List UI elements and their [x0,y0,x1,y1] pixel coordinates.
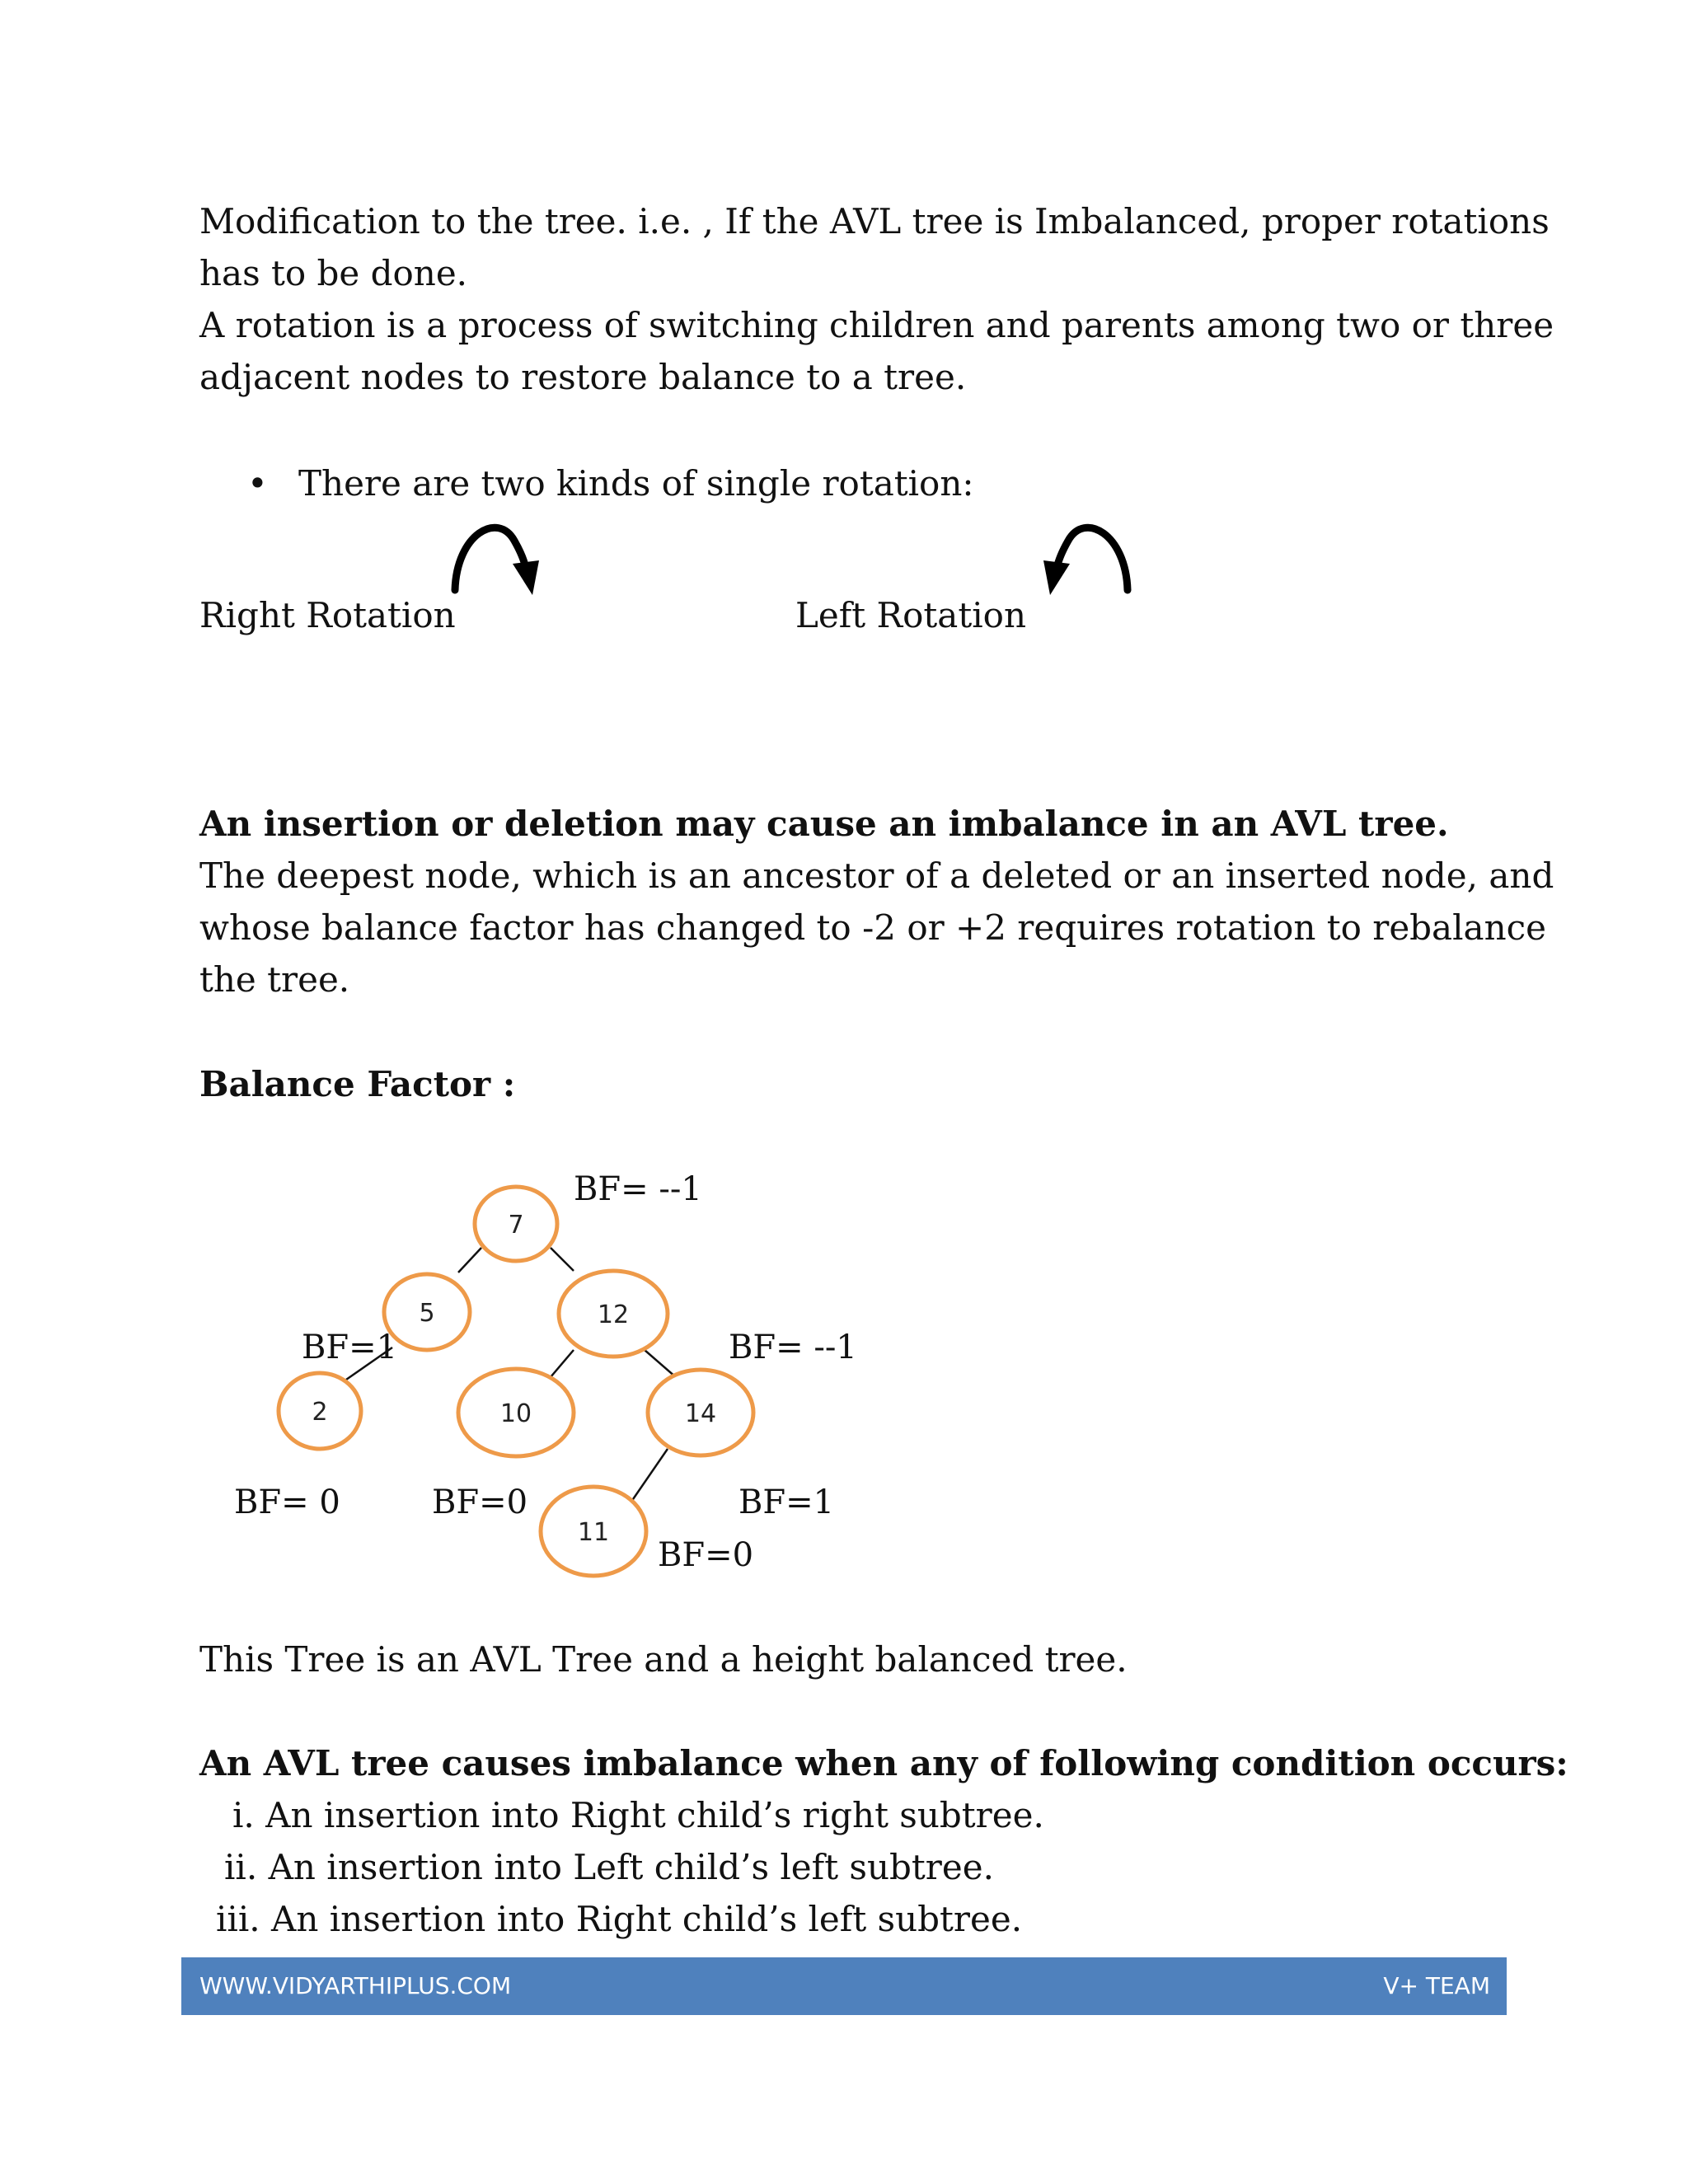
condition-item: iii. An insertion into Right child’s left subtree. [216,1899,1023,1939]
tree-edge [458,1248,481,1272]
svg-text:10: 10 [499,1399,532,1428]
bf-label-node-7: BF= --1 [574,1170,702,1208]
bf-label-node-12: BF= --1 [729,1329,857,1366]
balance-factor-heading: Balance Factor : [199,1064,516,1104]
intro-line: has to be done. [199,253,468,293]
avl-tree-diagram [206,1162,865,1591]
svg-text:12: 12 [597,1301,630,1329]
rotation-kinds-bullet [247,457,974,509]
tree-node-11 [541,1487,646,1576]
bullet-text: There are two kinds of single rotation: [298,463,974,504]
svg-text:11: 11 [577,1518,610,1547]
bullet-symbol: • [247,463,268,504]
condition-item: i. An insertion into Right child’s right subtree. [232,1795,1044,1835]
svg-text:7: 7 [508,1211,524,1240]
footer-website: WWW.VIDYARTHIPLUS.COM [199,1972,512,1999]
insertion-heading: An insertion or deletion may cause an imbalance in an AVL tree. [199,804,1449,844]
intro-line: A rotation is a process of switching children and parents among two or three [199,305,1554,345]
counterclockwise-arrow-icon [1030,504,1137,603]
tree-edge [551,1248,574,1271]
tree-node-7 [475,1187,557,1261]
intro-line: adjacent nodes to restore balance to a tree. [199,357,967,397]
conditions-section [199,1737,1568,1945]
bf-label-node-10: BF=0 [432,1483,528,1521]
insertion-line: the tree. [199,959,350,1000]
bf-label-node-5: BF=1 [302,1329,398,1366]
conclusion-text: This Tree is an AVL Tree and a height balanced tree. [199,1639,1128,1680]
tree-edge [631,1449,668,1502]
condition-item: ii. An insertion into Left child’s left subtree. [224,1847,994,1887]
tree-node-12 [559,1271,668,1357]
conditions-heading: An AVL tree causes imbalance when any of following condition occurs: [199,1743,1568,1783]
insertion-section [199,798,1554,1005]
svg-text:5: 5 [419,1299,435,1328]
tree-node-2 [279,1373,361,1449]
insertion-line: The deepest node, which is an ancestor of a deleted or an inserted node, and [199,855,1554,896]
tree-node-10 [458,1369,574,1456]
right-rotation-label: Right Rotation [199,595,456,635]
intro-line: Modification to the tree. i.e. , If the AVL tree is Imbalanced, proper rotations [199,201,1550,241]
bf-label-node-11: BF=0 [658,1536,754,1574]
bf-label-node-2: BF= 0 [234,1483,340,1521]
tree-node-14 [648,1370,753,1455]
bf-label-node-14: BF=1 [738,1483,835,1521]
svg-text:14: 14 [684,1399,717,1428]
clockwise-arrow-icon [445,504,552,603]
intro-paragraph [199,195,1554,403]
svg-text:2: 2 [312,1398,328,1427]
left-rotation-label: Left Rotation [795,595,1026,635]
insertion-line: whose balance factor has changed to -2 or +2 requires rotation to rebalance [199,907,1547,948]
footer-bar [181,1957,1507,2015]
footer-team: V+ TEAM [1383,1972,1490,1999]
